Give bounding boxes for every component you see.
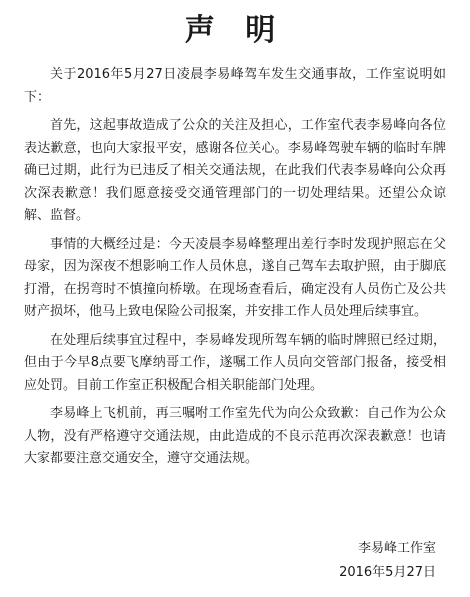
signature-date: 2016年5月27日 xyxy=(339,565,436,580)
signature-block xyxy=(339,537,436,585)
paragraph-followup: 在处理后续事宜过程中，李易峰发现所驾车辆的临时牌照已经过期，但由于今早8点要飞摩纳哥工作，遂嘱工作人员向交管部门报备，接受相应处罚。目前工作室正积极配合相关职能部门处理。 xyxy=(24,332,446,393)
paragraph-incident: 事情的大概经过是：今天凌晨李易峰整理出差行李时发现护照忘在父母家，因为深夜不想影响工作人员休息，遂自己驾车去取护照，由于脚底打滑，在拐弯时不慎撞向桥墩。在现场查看后，确定没有人员伤亡及公共财产损坏，他马上致电保险公司报案，并安排工作人员处理后续事宜。 xyxy=(24,236,446,319)
paragraph-intro: 关于2016年5月27日凌晨李易峰驾车发生交通事故，工作室说明如下： xyxy=(24,67,446,105)
document-title: 声 明 xyxy=(184,13,286,48)
paragraph-apology: 首先，这起事故造成了公众的关注及担心，工作室代表李易峰向各位表达歉意，也向大家报平安，感谢各位关心。李易峰驾驶车辆的临时车牌确已过期，此行为已违反了相关交通法规，在此我们代表李易峰向公众再次深表歉意！我们愿意接受交通管理部门的一切处理结果。还望公众谅解、监督。 xyxy=(24,118,446,223)
signature-org: 李易峰工作室 xyxy=(357,541,436,556)
paragraph-closing: 李易峰上飞机前，再三嘱咐工作室先代为向公众致歉：自己作为公众人物，没有严格遵守交通法规，由此造成的不良示范再次深表歉意！也请大家都要注意交通安全，遵守交通法规。 xyxy=(24,406,446,466)
